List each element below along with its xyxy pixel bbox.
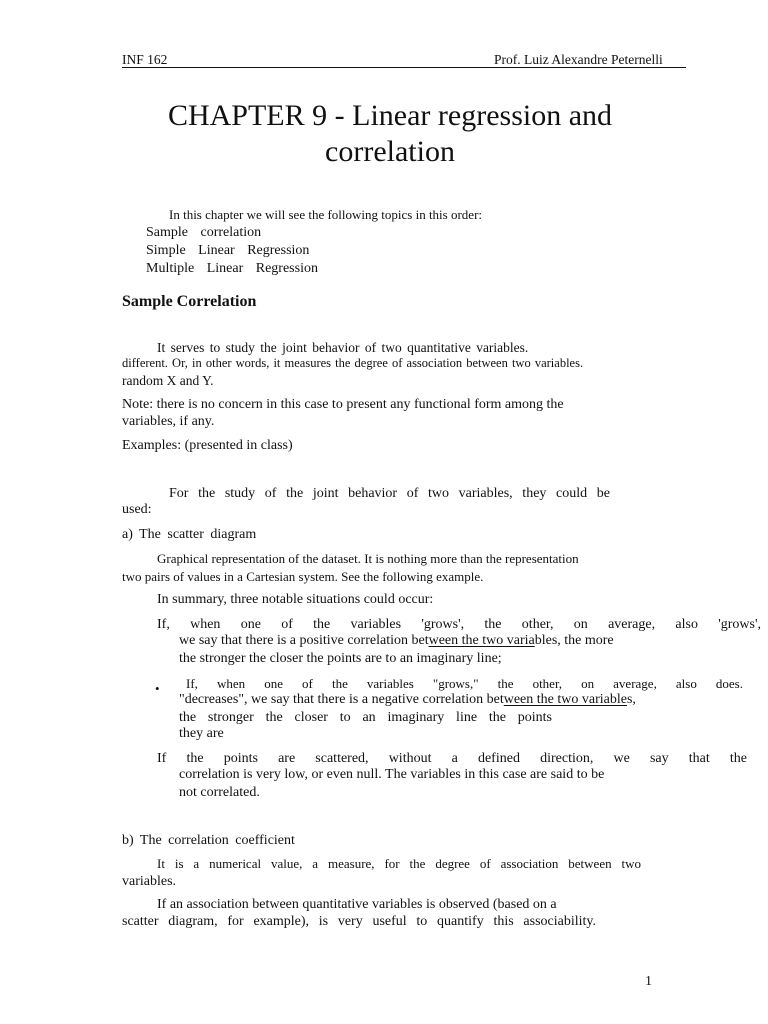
coefficient-line: If an association between quantitative variables is observed (based on a (157, 897, 557, 912)
paragraph-line: It serves to study the joint behavior of two quantitative variables. (157, 340, 529, 355)
note-line: variables, if any. (122, 414, 215, 429)
item-a-heading: a) The scatter diagram (122, 527, 257, 542)
note-line: Note: there is no concern in this case to present any functional form among the (122, 397, 564, 412)
scatter-desc-line: two pairs of values in a Cartesian system. See the following example. (122, 569, 484, 584)
case-null-line: correlation is very low, or even null. The variables in this case are said to be (179, 767, 605, 782)
case-null-line: not correlated. (179, 785, 260, 800)
chapter-title-line-1: CHAPTER 9 - Linear regression and (167, 99, 613, 132)
case-negative-line: the stronger the closer to an imaginary line the points (179, 710, 552, 725)
coefficient-line: scatter diagram, for example), is very useful to quantify this associability. (122, 914, 596, 929)
topic-item: Sample correlation (146, 225, 262, 240)
case-positive-line: we say that there is a positive correlation between the two variables, the more (179, 633, 614, 648)
case-negative-line: If, when one of the variables "grows," the other, on average, also does. (186, 676, 743, 691)
case-positive-line: the stronger the closer the points are to an imaginary line; (179, 651, 502, 666)
examples-line: Examples: (presented in class) (122, 438, 293, 453)
case-negative-line: they are (179, 726, 224, 741)
paragraph-line: random X and Y. (122, 373, 214, 388)
professor-name: Prof. Luiz Alexandre Peternelli (494, 52, 663, 67)
summary-line: In summary, three notable situations could occur: (157, 592, 434, 607)
item-b-heading: b) The correlation coefficient (122, 833, 295, 848)
paragraph-line: different. Or, in other words, it measures the degree of association between two variables. (122, 356, 584, 370)
page-number: 1 (645, 974, 652, 989)
bullet-icon: • (155, 681, 160, 696)
section-heading: Sample Correlation (122, 293, 257, 310)
case-null-line: If the points are scattered, without a defined direction, we say that the (157, 751, 747, 766)
study-line: used: (122, 502, 152, 517)
coefficient-line: It is a numerical value, a measure, for the degree of association between two (157, 856, 641, 871)
topic-item: Multiple Linear Regression (146, 261, 318, 276)
case-positive-line: If, when one of the variables 'grows', the other, on average, also 'grows', (157, 617, 761, 632)
header-rule (122, 67, 686, 68)
case-negative-line: "decreases", we say that there is a negative correlation between the two variables, (179, 692, 636, 707)
topic-item: Simple Linear Regression (146, 243, 310, 258)
chapter-title-line-2: correlation (325, 135, 455, 168)
coefficient-line: variables. (122, 874, 177, 889)
intro-text: In this chapter we will see the following topics in this order: (169, 207, 483, 222)
scatter-desc-line: Graphical representation of the dataset. It is nothing more than the representation (157, 551, 579, 566)
course-code: INF 162 (122, 52, 168, 67)
study-line: For the study of the joint behavior of two variables, they could be (169, 486, 610, 501)
